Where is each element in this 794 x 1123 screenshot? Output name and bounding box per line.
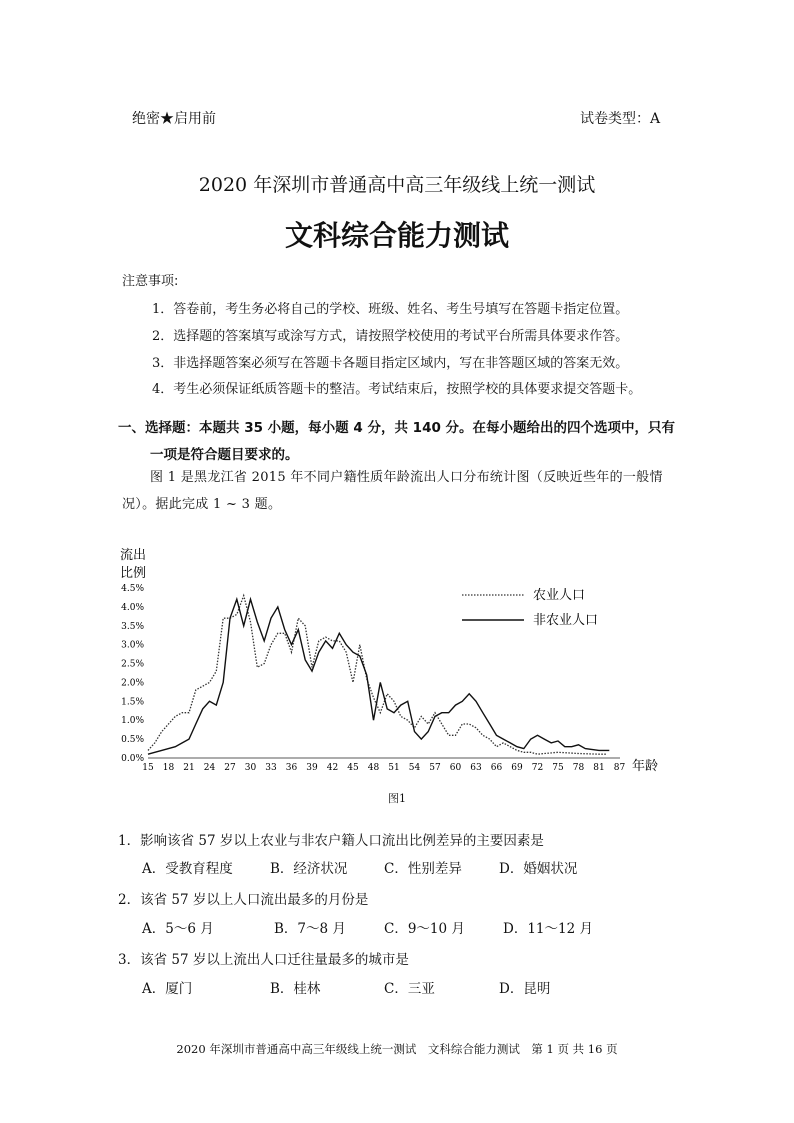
intro-paragraph: 图 1 是黑龙江省 2015 年不同户籍性质年龄流出人口分布统计图（反映近些年的一般情况）。据此完成 1 ~ 3 题。 xyxy=(122,470,663,512)
x-tick-label: 15 xyxy=(142,763,154,773)
x-tick-label: 45 xyxy=(347,763,359,773)
x-tick-label: 30 xyxy=(244,763,257,773)
option: A．受教育程度 xyxy=(142,861,233,877)
x-tick-label: 78 xyxy=(572,763,585,773)
option: D．婚姻状况 xyxy=(499,861,578,877)
note-item: 1．答卷前，考生务必将自己的学校、班级、姓名、考生号填写在答题卡指定位置。 xyxy=(152,302,629,317)
option: B．桂林 xyxy=(270,981,321,997)
confidential-mark: 绝密★启用前 xyxy=(132,111,216,127)
x-tick-label: 60 xyxy=(449,763,462,773)
question-stem: 1．影响该省 57 岁以上农业与非农户籍人口流出比例差异的主要因素是 xyxy=(118,833,544,849)
page-footer: 2020 年深圳市普通高中高三年级线上统一测试 文科综合能力测试 第 1 页 共 16 页 xyxy=(176,1042,618,1056)
paper-type: 试卷类型：A xyxy=(580,111,661,127)
x-tick-label: 57 xyxy=(429,763,441,773)
option: D．11～12 月 xyxy=(503,921,593,937)
x-tick-label: 36 xyxy=(285,763,298,773)
figure-caption: 图1 xyxy=(388,792,406,805)
y-tick-label: 0.5% xyxy=(121,735,144,746)
x-tick-label: 39 xyxy=(306,763,318,773)
chart-xlabel: 年龄 xyxy=(632,759,659,774)
y-tick-label: 1.0% xyxy=(121,716,144,727)
exam-title: 2020 年深圳市普通高中高三年级线上统一测试 xyxy=(198,174,596,196)
subject-title: 文科综合能力测试 xyxy=(284,219,509,252)
chart-ylabel: 比例 xyxy=(120,566,147,581)
x-tick-label: 27 xyxy=(224,763,236,773)
x-tick-label: 81 xyxy=(593,763,605,773)
y-tick-label: 2.5% xyxy=(121,659,144,670)
option: D．昆明 xyxy=(499,981,551,997)
option: A．厦门 xyxy=(142,981,193,997)
x-tick-label: 48 xyxy=(367,763,380,773)
option: B．经济状况 xyxy=(270,861,348,877)
x-tick-label: 69 xyxy=(511,763,523,773)
note-item: 2．选择题的答案填写或涂写方式，请按照学校使用的考试平台所需具体要求作答。 xyxy=(152,329,629,344)
x-tick-label: 87 xyxy=(613,763,626,773)
note-item: 3．非选择题答案必须写在答题卡各题目指定区域内，写在非答题区域的答案无效。 xyxy=(152,356,629,371)
x-tick-label: 72 xyxy=(531,763,544,773)
chart-legend xyxy=(462,588,598,628)
x-tick-label: 54 xyxy=(408,763,421,773)
y-tick-label: 4.0% xyxy=(121,602,144,613)
option: B．7～8 月 xyxy=(274,921,346,937)
x-tick-label: 24 xyxy=(203,763,216,773)
legend-label: 农业人口 xyxy=(533,588,586,603)
x-tick-label: 21 xyxy=(183,763,195,773)
legend-label: 非农业人口 xyxy=(533,613,599,628)
x-tick-label: 42 xyxy=(326,763,339,773)
question-stem: 3．该省 57 岁以上流出人口迁往量最多的城市是 xyxy=(118,952,409,968)
y-tick-label: 3.5% xyxy=(121,621,144,632)
x-tick-label: 75 xyxy=(552,763,564,773)
section-heading: 一、选择题：本题共 35 小题，每小题 4 分，共 140 分。在每小题给出的四个选项中，只有 xyxy=(118,420,676,436)
note-item: 4．考生必须保证纸质答题卡的整洁。考试结束后，按照学校的具体要求提交答题卡。 xyxy=(152,382,642,397)
x-tick-label: 66 xyxy=(490,763,503,773)
x-tick-label: 33 xyxy=(265,763,277,773)
y-tick-label: 0.0% xyxy=(121,754,144,764)
x-tick-label: 63 xyxy=(470,763,482,773)
x-tick-label: 18 xyxy=(162,763,175,773)
notes-heading: 注意事项: xyxy=(122,274,179,289)
option: A．5～6 月 xyxy=(142,921,214,937)
y-tick-label: 1.5% xyxy=(121,697,144,708)
option: C．三亚 xyxy=(384,981,435,997)
question-stem: 2．该省 57 岁以上人口流出最多的月份是 xyxy=(118,892,369,908)
y-tick-label: 2.0% xyxy=(121,678,144,689)
y-tick-label: 4.5% xyxy=(121,584,144,594)
y-tick-label: 3.0% xyxy=(121,640,144,651)
option: C．性别差异 xyxy=(384,861,462,877)
option: C．9～10 月 xyxy=(384,921,465,937)
migration-chart xyxy=(110,540,690,780)
section-heading-cont: 一项是符合题目要求的。 xyxy=(150,447,299,463)
chart-ylabel: 流出 xyxy=(120,548,147,563)
x-tick-label: 51 xyxy=(388,763,400,773)
